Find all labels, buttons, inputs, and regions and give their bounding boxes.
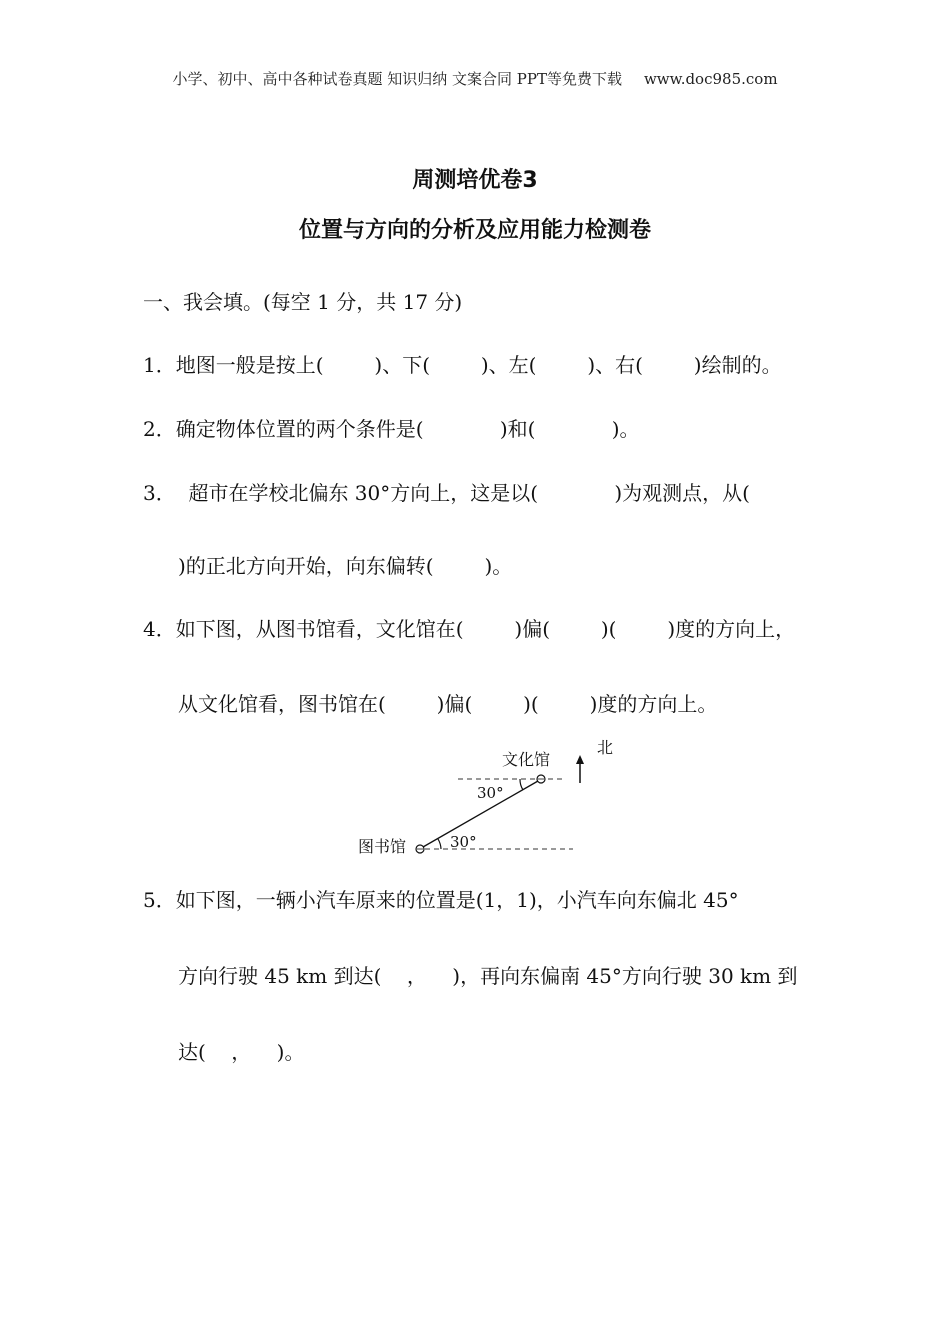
angle-arc-top <box>520 779 523 790</box>
page-title: 周测培优卷3 <box>412 168 538 193</box>
library-label: 图书馆 <box>358 837 407 856</box>
north-arrow-head <box>576 755 584 764</box>
question-3-line-1: 3． 超市在学校北偏东 30°方向上，这是以( )为观测点，从( <box>143 481 750 505</box>
question-3-line-2: )的正北方向开始，向东偏转( )。 <box>178 554 513 578</box>
direction-diagram <box>350 735 614 860</box>
angle-label-top: 30° <box>477 784 504 802</box>
question-5-line-3: 达( ， )。 <box>178 1040 305 1064</box>
page-subtitle: 位置与方向的分析及应用能力检测卷 <box>298 218 651 243</box>
angle-label-bottom: 30° <box>450 833 477 851</box>
question-4-line-2: 从文化馆看，图书馆在( )偏( )( )度的方向上。 <box>178 692 718 716</box>
question-5-line-2: 方向行驶 45 km 到达( ， )，再向东偏南 45°方向行驶 30 km 到 <box>178 964 798 988</box>
section-heading: 一、我会填。(每空 1 分，共 17 分) <box>143 290 463 314</box>
header-url[interactable]: www.doc985.com <box>643 70 778 88</box>
north-label: 北 <box>597 738 614 757</box>
question-5-line-1: 5．如下图，一辆小汽车原来的位置是(1，1)，小汽车向东偏北 45° <box>143 888 739 912</box>
question-1: 1．地图一般是按上( )、下( )、左( )、右( )绘制的。 <box>143 353 782 377</box>
header-text: 小学、初中、高中各种试卷真题 知识归纳 文案合同 PPT等免费下载 <box>172 70 622 88</box>
angle-arc-bottom <box>438 839 441 849</box>
question-4-line-1: 4．如下图，从图书馆看，文化馆在( )偏( )( )度的方向上， <box>143 617 796 641</box>
page-header <box>0 68 950 89</box>
question-2: 2．确定物体位置的两个条件是( )和( )。 <box>143 417 640 441</box>
culture-hall-label: 文化馆 <box>502 750 551 769</box>
